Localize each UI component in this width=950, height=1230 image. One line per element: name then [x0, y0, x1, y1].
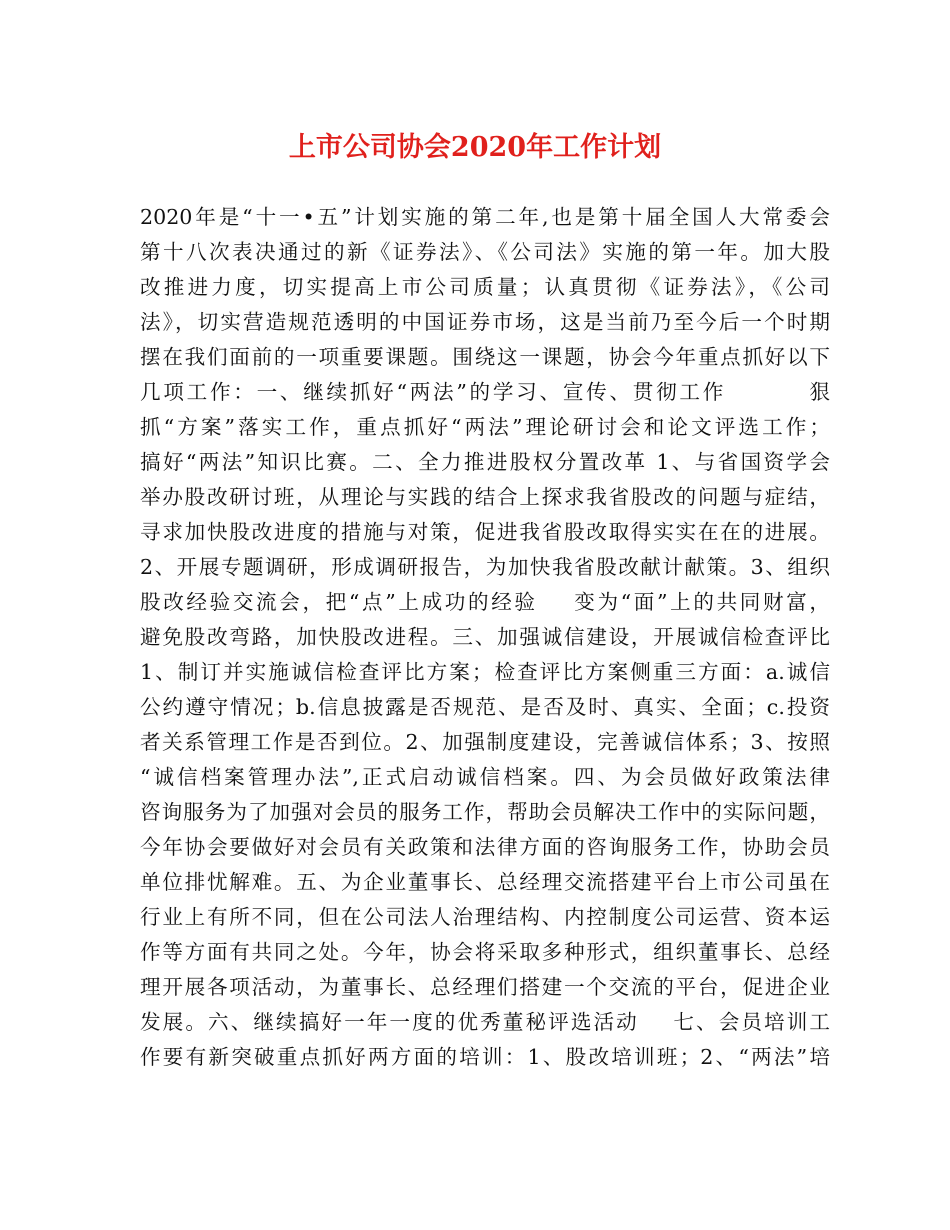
body-line: 举办股改研讨班，从理论与实践的结合上探求我省股改的问题与症结，: [140, 485, 830, 509]
document-body: [140, 200, 830, 1075]
body-line: 今年协会要做好对会员有关政策和法律方面的咨询服务工作，协助会员: [140, 835, 830, 859]
body-line: 行业上有所不同，但在公司法人治理结构、内控制度公司运营、资本运: [140, 905, 830, 929]
body-line: 摆在我们面前的一项重要课题。围绕这一课题，协会今年重点抓好以下: [140, 345, 830, 369]
body-line: 单位排忧解难。五、为企业董事长、总经理交流搭建平台上市公司虽在: [140, 870, 830, 894]
body-line: 1、制订并实施诚信检查评比方案；检查评比方案侧重三方面：a.诚信: [140, 660, 830, 684]
body-line: 发展。六、继续搞好一年一度的优秀董秘评选活动 七、会员培训工: [140, 1010, 830, 1034]
body-line: 第十八次表决通过的新《证券法》、《公司法》实施的第一年。加大股: [140, 240, 830, 264]
body-line: 改推进力度，切实提高上市公司质量；认真贯彻《证券法》，《公司: [140, 275, 830, 299]
body-line: 公约遵守情况；b.信息披露是否规范、是否及时、真实、全面；c.投资: [140, 695, 830, 719]
body-line: 2、开展专题调研，形成调研报告，为加快我省股改献计献策。3、组织: [140, 555, 830, 579]
body-line: 股改经验交流会，把“点”上成功的经验 变为“面”上的共同财富，: [140, 590, 830, 614]
body-line: 2020年是“十一•五”计划实施的第二年,也是第十届全国人大常委会: [140, 205, 830, 229]
body-line: 作等方面有共同之处。今年，协会将采取多种形式，组织董事长、总经: [140, 940, 830, 964]
body-line: 法》，切实营造规范透明的中国证券市场，这是当前乃至今后一个时期: [140, 310, 830, 334]
body-line: “诚信档案管理办法”,正式启动诚信档案。四、为会员做好政策法律: [140, 765, 830, 789]
body-line: 理开展各项活动，为董事长、总经理们搭建一个交流的平台，促进企业: [140, 975, 830, 999]
body-line: 者关系管理工作是否到位。2、加强制度建设，完善诚信体系；3、按照: [140, 730, 830, 754]
body-line: 咨询服务为了加强对会员的服务工作，帮助会员解决工作中的实际问题，: [140, 800, 830, 824]
body-line: 寻求加快股改进度的措施与对策，促进我省股改取得实实在在的进展。: [140, 520, 830, 544]
document-title: 上市公司协会2020年工作计划: [288, 132, 662, 163]
body-line: 避免股改弯路，加快股改进程。三、加强诚信建设，开展诚信检查评比: [140, 625, 830, 649]
body-line: 几项工作：一、继续抓好“两法”的学习、宣传、贯彻工作 狠: [140, 380, 830, 404]
body-line: 作要有新突破重点抓好两方面的培训：1、股改培训班；2、“两法”培: [140, 1045, 830, 1069]
body-line: 抓“方案”落实工作，重点抓好“两法”理论研讨会和论文评选工作；: [140, 415, 830, 439]
body-line: 搞好“两法”知识比赛。二、全力推进股权分置改革 1、与省国资学会: [140, 450, 830, 474]
